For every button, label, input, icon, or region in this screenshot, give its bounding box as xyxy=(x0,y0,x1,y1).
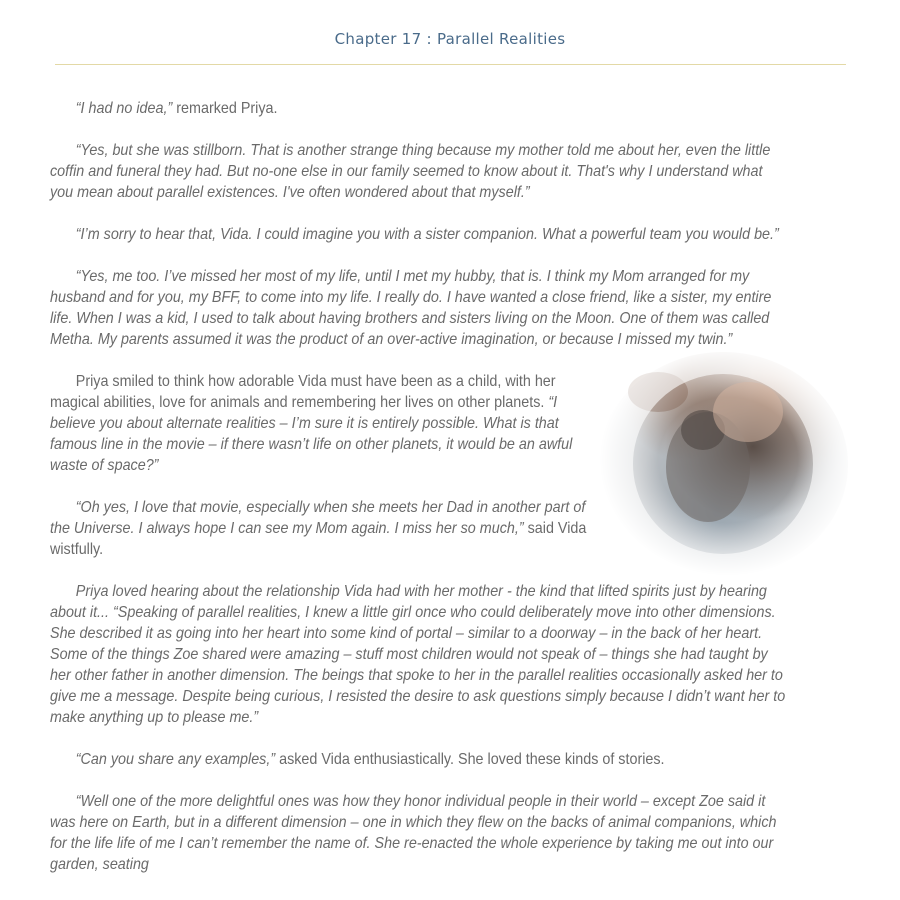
paragraph xyxy=(50,371,576,476)
paragraph xyxy=(50,791,786,875)
dialogue-text: “Well one of the more delightful ones was how they honor individual people in their world – except Zoe said it was here on Earth, but in a different dimension – one in which they flew on the backs of animal companions, which for the life life of me I can’t remember the name of. She re-enacted the whole experience by taking me out into our garden, seating xyxy=(50,793,777,873)
chapter-title: Chapter 17 : Parallel Realities xyxy=(334,30,566,48)
narration-text: said Vida wistfully. xyxy=(50,520,587,558)
paragraph xyxy=(50,749,786,770)
dialogue-text: “I’m sorry to hear that, Vida. I could imagine you with a sister companion. What a powerful team you would be.” xyxy=(75,226,779,243)
header-divider xyxy=(55,64,846,65)
illustration-shapes xyxy=(598,352,848,577)
narration-text: remarked Priya. xyxy=(172,100,278,117)
paragraph xyxy=(50,98,786,119)
paragraph xyxy=(50,224,786,245)
paragraph xyxy=(50,266,786,350)
paragraph xyxy=(50,140,786,203)
dialogue-text: “I believe you about alternate realities – I’m sure it is entirely possible. What is that famous line in the movie – if there wasn’t life on other planets, it would be an awful waste of space?” xyxy=(50,394,573,474)
dialogue-text: “Oh yes, I love that movie, especially when she meets her Dad in another part of the Universe. I always hope I can see my Mom again. I miss her so much,” xyxy=(50,499,586,537)
dialogue-text: “Can you share any examples,” xyxy=(75,751,276,768)
dialogue-text: “I had no idea,” xyxy=(75,100,173,117)
paragraph xyxy=(50,497,602,560)
paragraph xyxy=(50,581,786,728)
dialogue-text: Priya loved hearing about the relationship Vida had with her mother - the kind that lifted spirits just by hearing about it... “Speaking of parallel realities, I knew a little girl once who could deliberately move into other dimensions. She described it as going into her heart into some kind of portal – similar to a doorway – in the back of her heart. Some of the things Zoe shared were amazing – stuff most children would not speak of – things she had taught by her other father in another dimension. The beings that spoke to her in the parallel realities occasionally asked her to give me a message. Despite being curious, I resisted the desire to ask questions simply because I didn’t want her to make anything up to please me.” xyxy=(50,583,786,726)
illustration-girl-hugging-monkey xyxy=(598,352,848,577)
dialogue-text: “Yes, me too. I’ve missed her most of my life, until I met my hubby, that is. I think my Mom arranged for my husband and for you, my BFF, to come into my life. I really do. I have wanted a close friend, like a sister, my entire life. When I was a kid, I used to talk about having brothers and sisters living on the Moon. One of them was called Metha. My parents assumed it was the product of an over-active imagination, or because I missed my twin.” xyxy=(50,268,772,348)
dialogue-text: “Yes, but she was stillborn. That is another strange thing because my mother told me about her, even the little coffin and funeral they had. But no-one else in our family seemed to know about it. That's why I understand what you mean about parallel existences. I've often wondered about that myself.” xyxy=(50,142,771,201)
narration-text: Priya smiled to think how adorable Vida must have been as a child, with her magical abilities, love for animals and remembering her lives on other planets. xyxy=(50,373,556,411)
narration-text: asked Vida enthusiastically. She loved these kinds of stories. xyxy=(275,751,665,768)
